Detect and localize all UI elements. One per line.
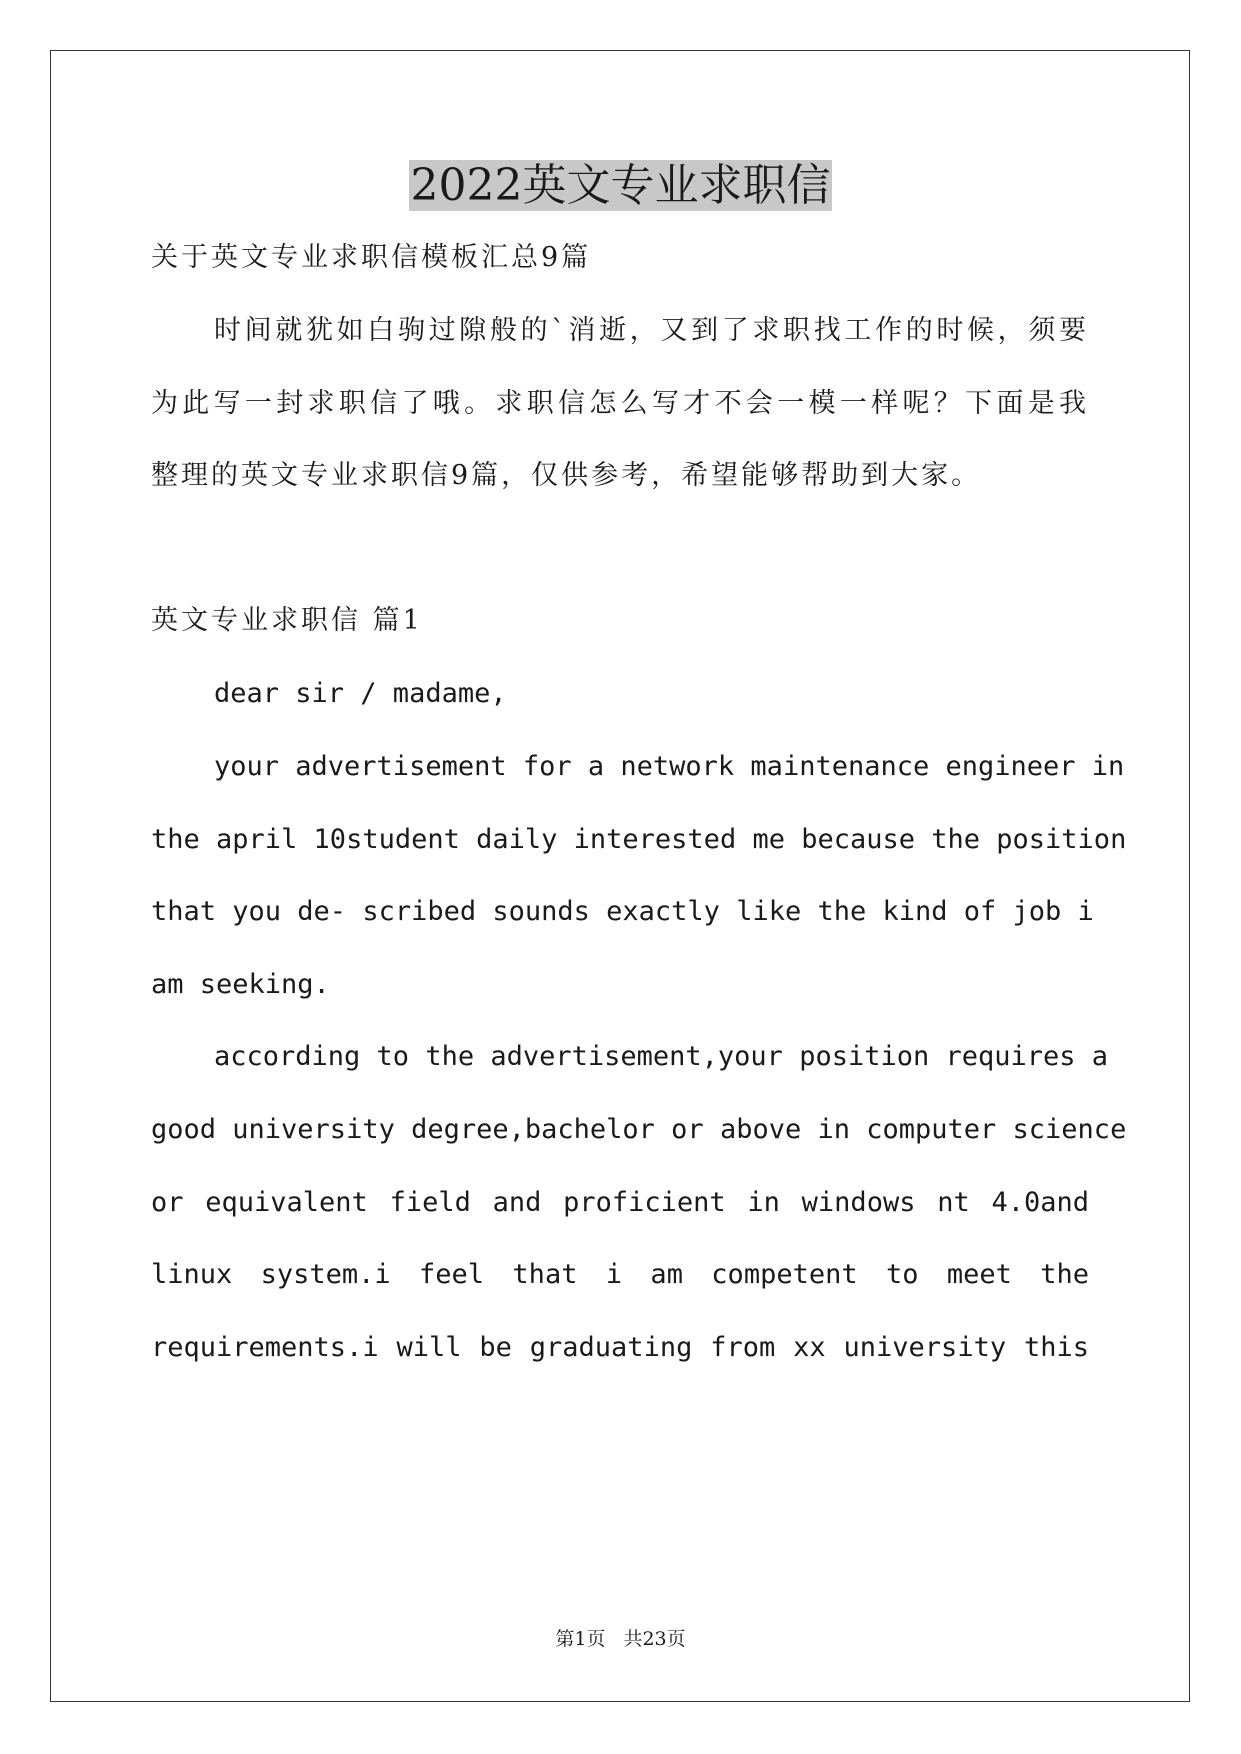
paragraph1-line-3: that you de- scribed sounds exactly like the kind of job i bbox=[151, 896, 1094, 927]
intro-line-1: 时间就犹如白驹过隙般的`消逝，又到了求职找工作的时候，须要 bbox=[214, 315, 1089, 346]
paragraph2-line-2: good university degree,bachelor or above in computer science bbox=[151, 1114, 1127, 1145]
paragraph1-line-2: the april 10student daily interested me because the position bbox=[151, 824, 1127, 855]
paragraph2-line-3: or equivalent field and proficient in windows nt 4.0and bbox=[151, 1187, 1089, 1218]
document-title bbox=[0, 158, 1241, 214]
paragraph1-line-4: am seeking. bbox=[151, 969, 330, 1000]
section-heading: 英文专业求职信 篇1 bbox=[151, 605, 423, 636]
paragraph1-line-1: your advertisement for a network maintenance engineer in bbox=[214, 751, 1125, 782]
salutation: dear sir / madame, bbox=[214, 678, 507, 709]
document-title-text: 2022英文专业求职信 bbox=[410, 160, 831, 211]
page-total: 共23页 bbox=[623, 1628, 686, 1650]
page-frame bbox=[50, 50, 1190, 1702]
paragraph2-line-5: requirements.i will be graduating from xx university this bbox=[151, 1332, 1089, 1363]
intro-line-3: 整理的英文专业求职信9篇，仅供参考，希望能够帮助到大家。 bbox=[151, 460, 982, 491]
document-subtitle: 关于英文专业求职信模板汇总9篇 bbox=[151, 242, 592, 273]
page-footer bbox=[0, 1626, 1241, 1652]
paragraph2-line-4: linux system.i feel that i am competent to meet the bbox=[151, 1259, 1089, 1290]
intro-line-2: 为此写一封求职信了哦。求职信怎么写才不会一模一样呢？下面是我 bbox=[151, 388, 1089, 419]
page-number: 第1页 bbox=[555, 1628, 606, 1650]
paragraph2-line-1: according to the advertisement,your position requires a bbox=[214, 1041, 1109, 1072]
